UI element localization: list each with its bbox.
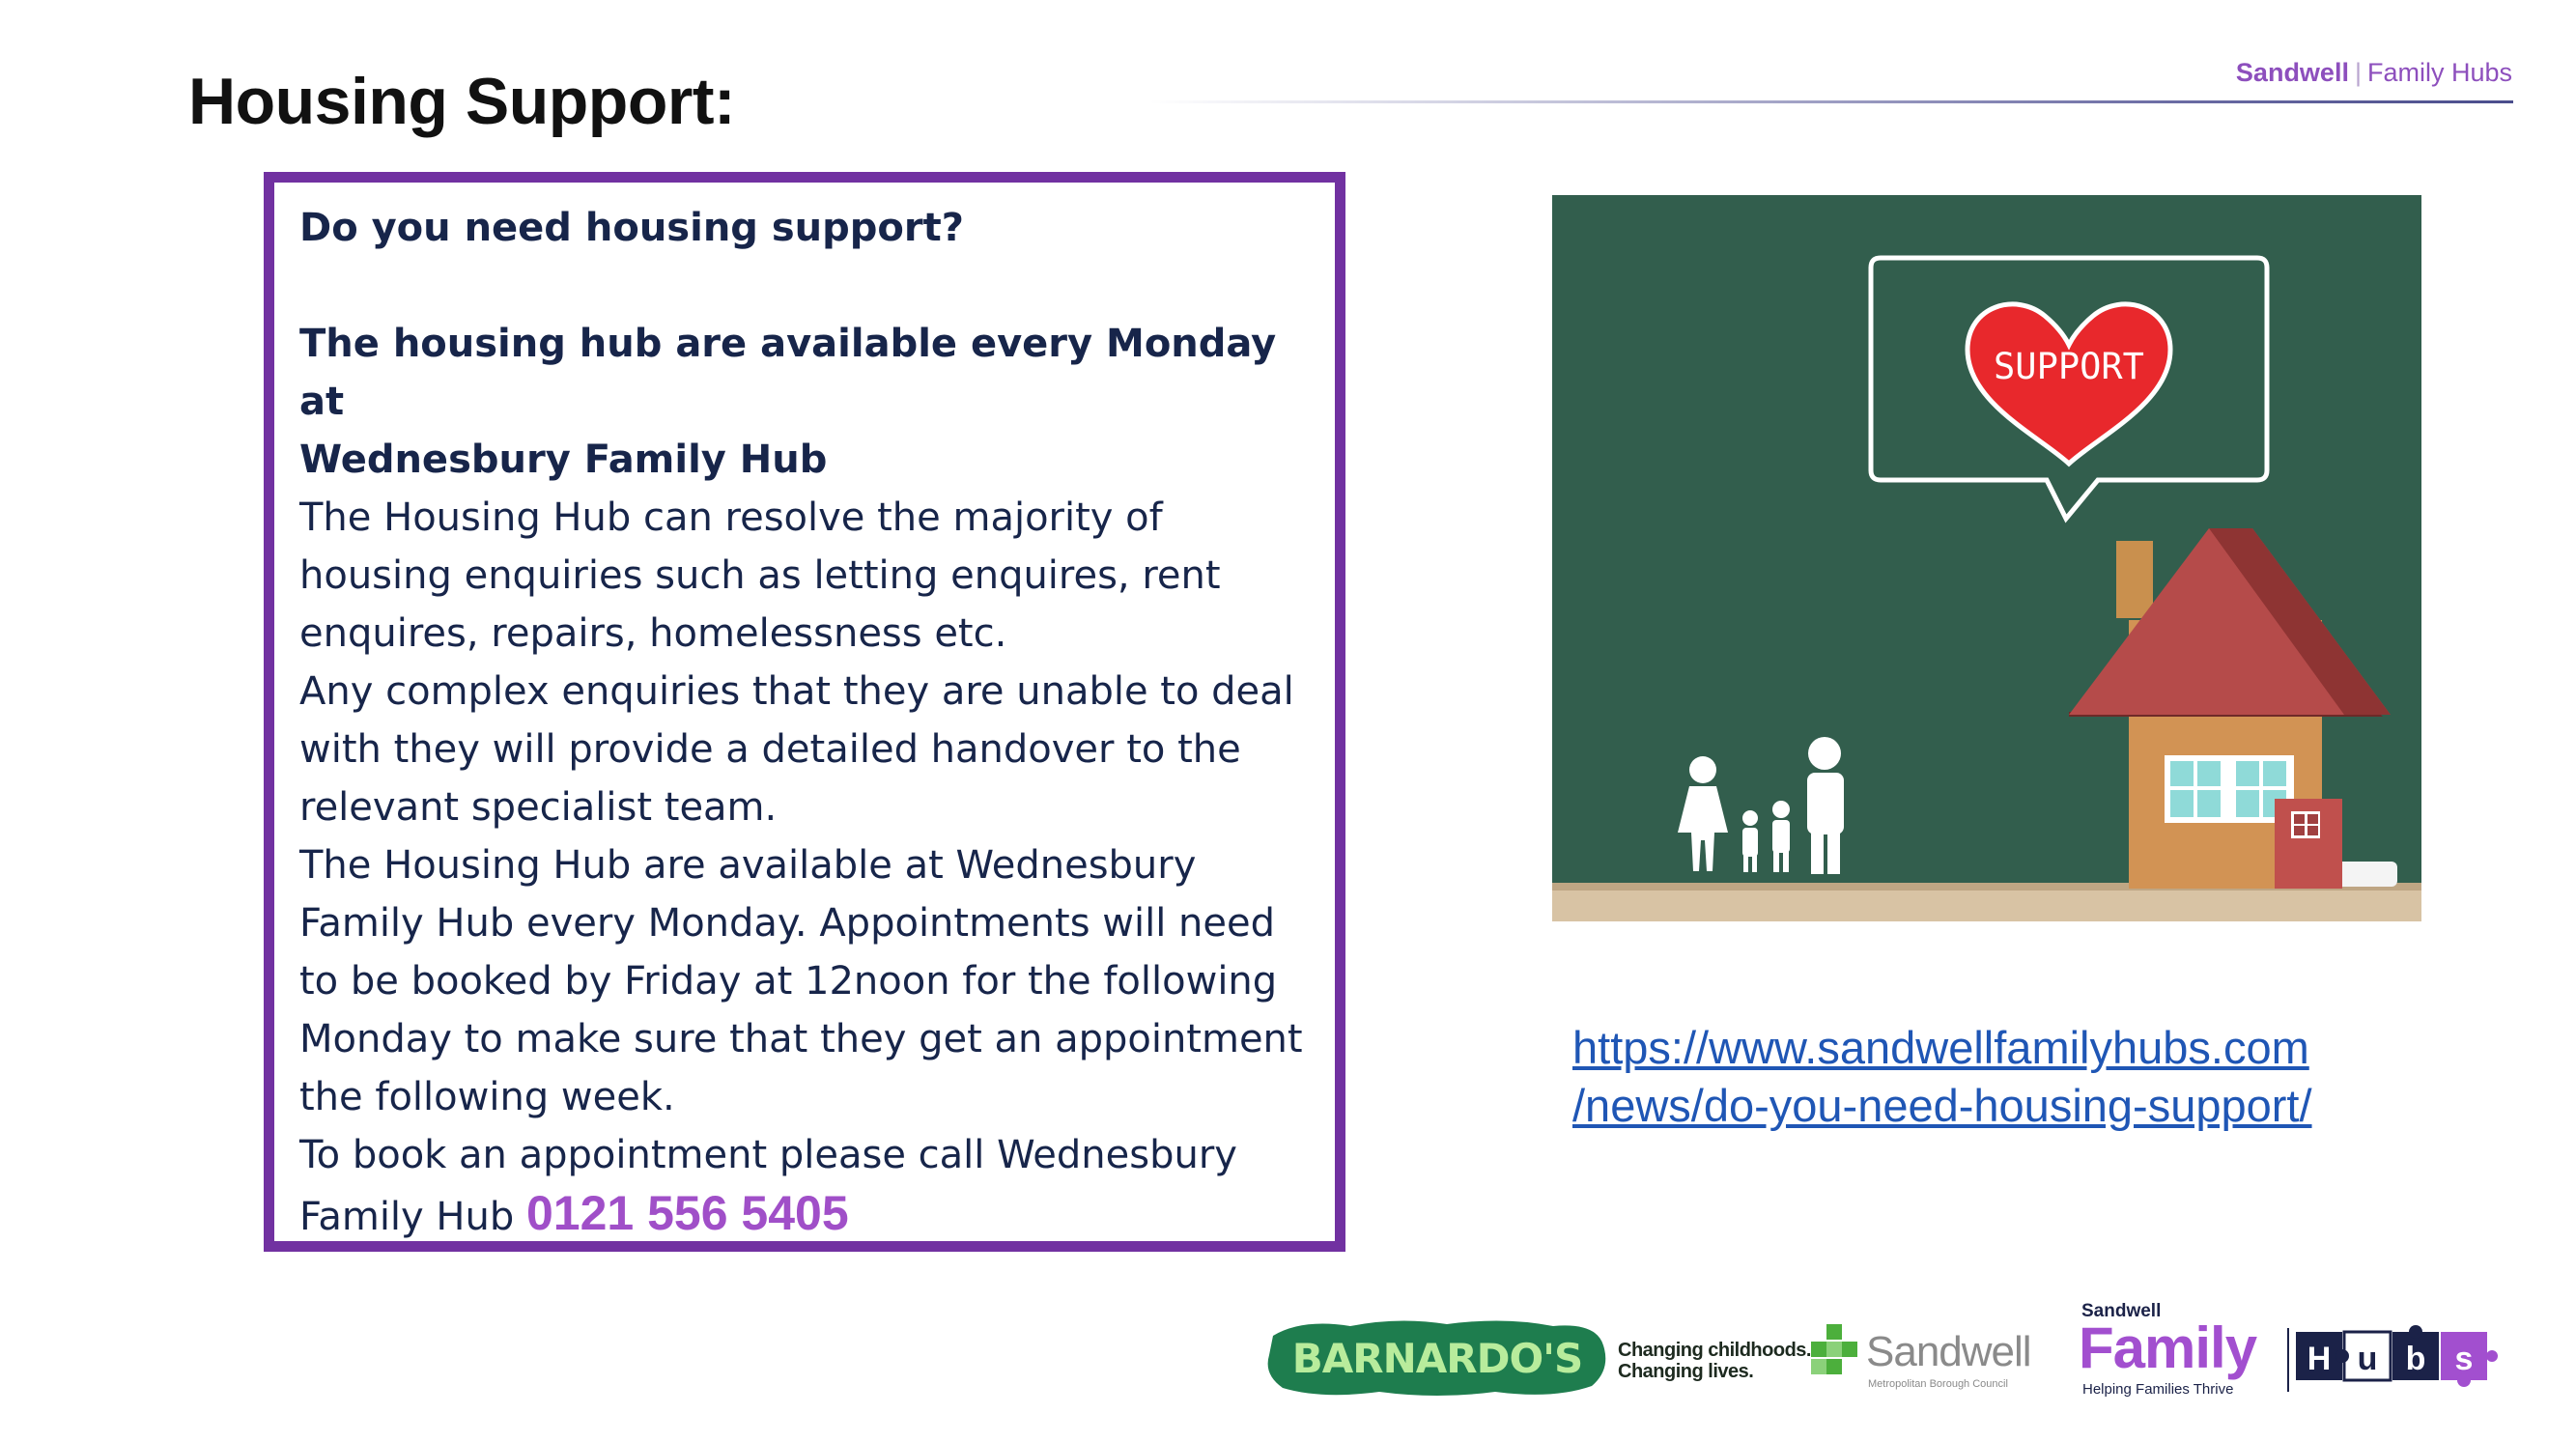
paragraph-line: with they will provide a detailed handover to the (299, 727, 1241, 772)
paragraph-line: enquires, repairs, homelessness etc. (299, 611, 1007, 656)
paragraph-line: Monday to make sure that they get an appointment (299, 1017, 1303, 1061)
headline-line: Wednesbury Family Hub (299, 438, 828, 482)
headline-line: The housing hub are available every Monday at (299, 322, 1277, 424)
link-line[interactable]: /news/do-you-need-housing-support/ (1572, 1080, 2312, 1131)
tagline-line: Changing lives. (1618, 1361, 1754, 1382)
brand-separator: | (2354, 58, 2362, 87)
phone-number: 0121 556 5405 (525, 1186, 849, 1240)
tagline-line: Changing childhoods. (1618, 1340, 1811, 1361)
barnardos-logo (1263, 1316, 1611, 1400)
council-subtitle: Metropolitan Borough Council (1868, 1378, 2008, 1390)
paragraph-line: housing enquiries such as letting enquires, rent (299, 553, 1221, 598)
hubs-letter: H (2307, 1341, 2332, 1377)
family-hubs-tagline: Helping Families Thrive (2082, 1381, 2234, 1398)
spacer (299, 257, 1333, 315)
paragraph-line: relevant specialist team. (299, 785, 778, 830)
barnardos-wordmark: BARNARDO'S (1291, 1335, 1583, 1382)
hubs-puzzle-logo (2294, 1324, 2502, 1388)
paragraph-line: The Housing Hub are available at Wednesbury (299, 843, 1197, 888)
house-support-illustration (1552, 195, 2421, 921)
hubs-letter: s (2454, 1341, 2474, 1377)
info-box (264, 172, 1345, 1252)
header-rule (1149, 100, 2513, 103)
support-text: SUPPORT (1994, 346, 2144, 387)
paragraph-line: To book an appointment please call Wednesbury (299, 1133, 1237, 1177)
link-line[interactable]: https://www.sandwellfamilyhubs.com (1572, 1022, 2309, 1073)
info-text (299, 199, 1333, 1246)
paragraph-line (299, 1184, 1333, 1246)
brand-header (2236, 58, 2512, 88)
family-hubs-sandwell: Sandwell (2081, 1301, 2162, 1321)
hubs-letter: u (2357, 1341, 2378, 1377)
paragraph-line: to be booked by Friday at 12noon for the following (299, 959, 1278, 1004)
question-heading: Do you need housing support? (299, 206, 964, 250)
council-name: Sandwell (1866, 1328, 2031, 1375)
article-link[interactable] (1572, 1019, 2442, 1135)
family-hubs-divider (2287, 1328, 2289, 1392)
page-title: Housing Support: (188, 65, 736, 138)
brand-name: Sandwell (2235, 58, 2349, 87)
paragraph-line: the following week. (299, 1075, 675, 1119)
brand-product: Family Hubs (2366, 58, 2512, 87)
paragraph-line: Any complex enquiries that they are unable to deal (299, 669, 1294, 714)
paragraph-line: The Housing Hub can resolve the majority of (299, 495, 1163, 540)
paragraph-line: Family Hub every Monday. Appointments will need (299, 901, 1275, 946)
partner-logos (1256, 1299, 2511, 1415)
barnardos-tagline (1618, 1340, 1811, 1382)
phone-prefix: Family Hub (299, 1195, 526, 1239)
family-hubs-family: Family (2079, 1315, 2257, 1380)
hubs-letter: b (2405, 1341, 2426, 1377)
council-cross-icon (1811, 1324, 1859, 1384)
